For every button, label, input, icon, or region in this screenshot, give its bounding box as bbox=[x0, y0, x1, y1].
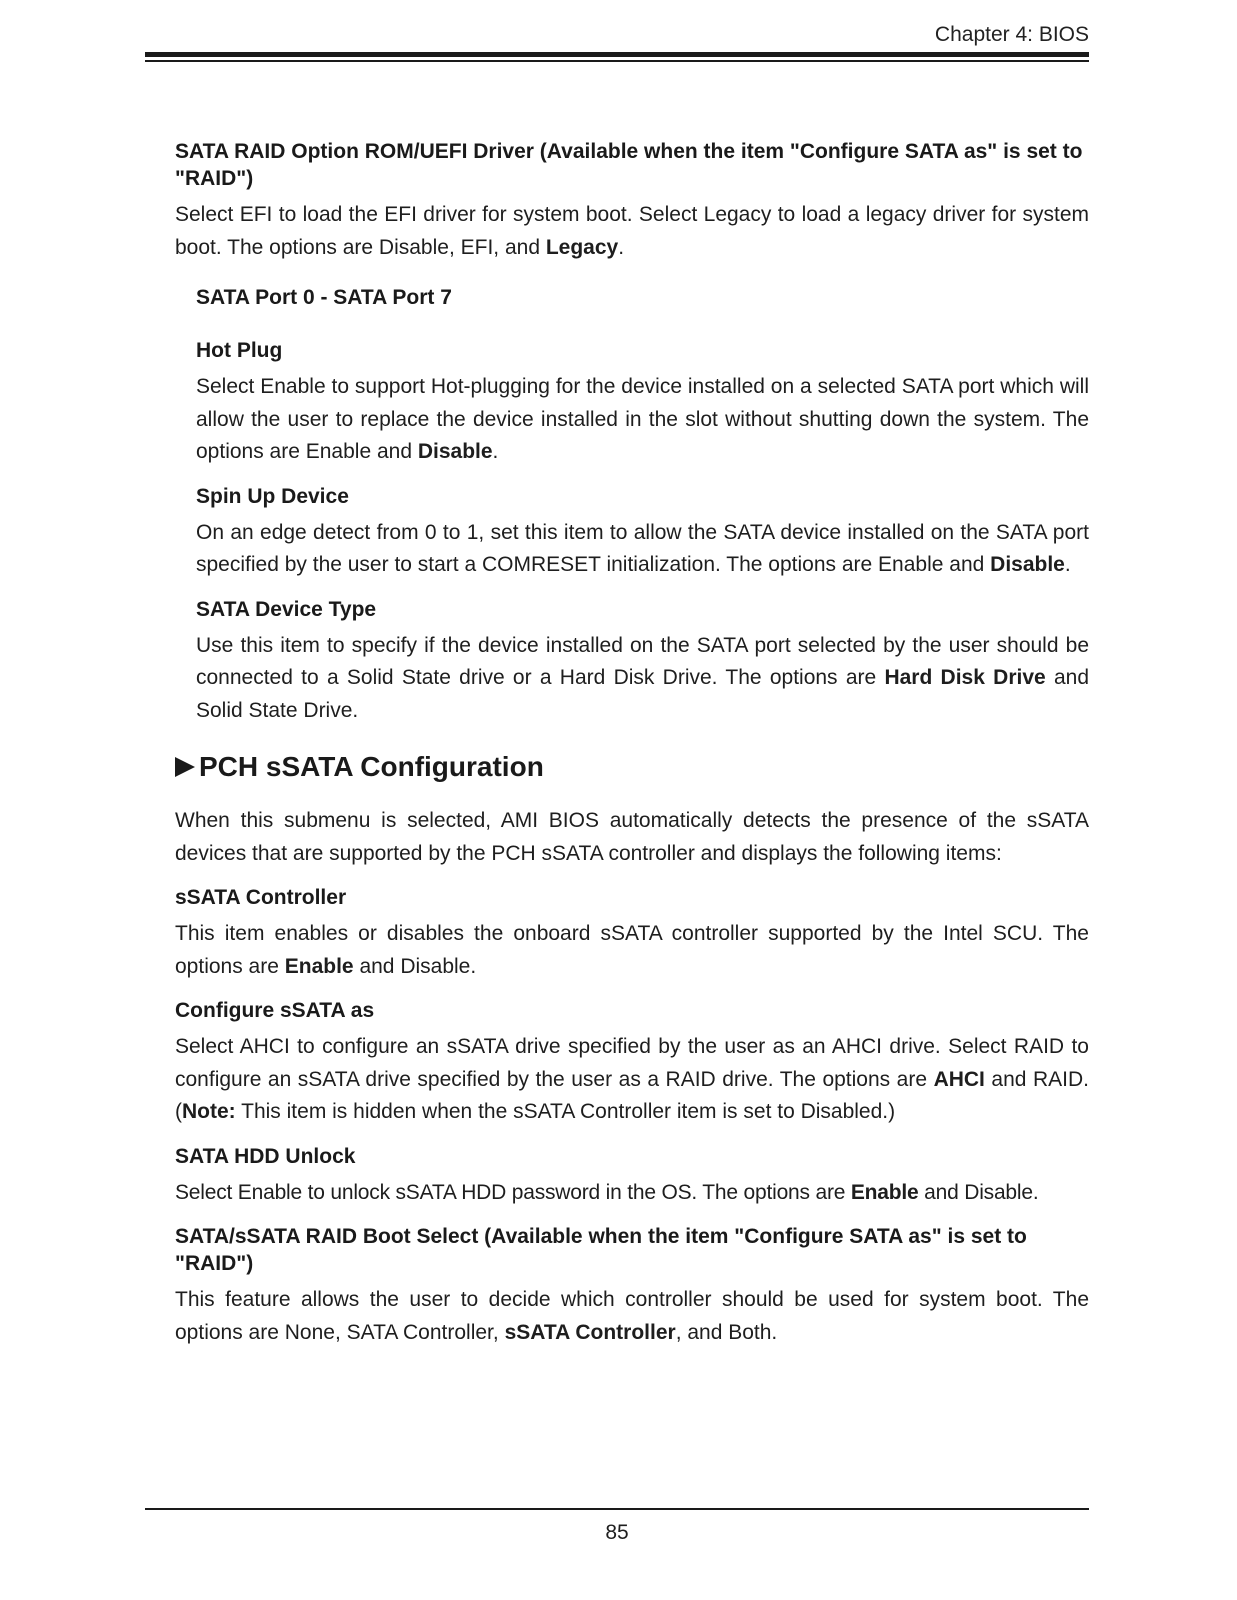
page-footer bbox=[145, 1508, 1089, 1548]
chapter-title: Chapter 4: BIOS bbox=[934, 23, 1089, 46]
raid-rom-description: Select EFI to load the EFI driver for system boot. Select Legacy to load a legacy driver for system boot. The options are Disable, EFI, and Legacy. bbox=[175, 203, 1089, 259]
spin-up-heading: Spin Up Device bbox=[196, 484, 349, 508]
pch-description: When this submenu is selected, AMI BIOS automatically detects the presence of the sSATA devices that are supported by the PCH sSATA controller and displays the following items: bbox=[175, 809, 1089, 865]
spin-up-description: On an edge detect from 0 to 1, set this item to allow the SATA device installed on the SATA port specified by the user to start a COMRESET initialization. The options are Enable and Disable. bbox=[196, 520, 1089, 576]
raid-boot-heading: SATA/sSATA RAID Boot Select (Available when the item "Configure SATA as" is set to "RAID") bbox=[175, 1225, 1027, 1275]
footer-rule bbox=[145, 1508, 1089, 1510]
header-rule-thin bbox=[145, 60, 1089, 62]
configure-ssata-description: Select AHCI to configure an sSATA drive specified by the user as an AHCI drive. Select RAID to configure an sSATA drive specified by the user as a RAID drive. The options are AHCI and RAID. (Note: This item is hidden when the sSATA Controller item is set to Disabled.) bbox=[175, 1035, 1089, 1123]
ssata-controller-heading: sSATA Controller bbox=[175, 886, 347, 909]
pch-section-title: PCH sSATA Configuration bbox=[175, 749, 1089, 785]
hot-plug-description: Select Enable to support Hot-plugging for the device installed on a selected SATA port which will allow the user to replace the device installed in the slot without shutting down the system. The options are Enable and Disable. bbox=[196, 375, 1089, 463]
configure-ssata-heading: Configure sSATA as bbox=[175, 999, 375, 1022]
hdd-unlock-description: Select Enable to unlock sSATA HDD password in the OS. The options are Enable and Disable. bbox=[175, 1180, 1039, 1204]
header-rule-thick bbox=[145, 52, 1089, 57]
ssata-controller-description: This item enables or disables the onboard sSATA controller supported by the Intel SCU. The options are Enable and Disable. bbox=[175, 922, 1089, 978]
hdd-unlock-heading: SATA HDD Unlock bbox=[175, 1144, 356, 1168]
page-content bbox=[175, 138, 1089, 1363]
page-number: 85 bbox=[605, 1521, 629, 1544]
triangle-right-icon bbox=[175, 757, 195, 777]
hot-plug-heading: Hot Plug bbox=[196, 339, 283, 362]
device-type-description: Use this item to specify if the device installed on the SATA port selected by the user should be connected to a Solid State drive or a Hard Disk Drive. The options are Hard Disk Drive and Solid State Drive. bbox=[196, 633, 1090, 722]
device-type-heading: SATA Device Type bbox=[196, 597, 377, 621]
raid-rom-heading: SATA RAID Option ROM/UEFI Driver (Available when the item "Configure SATA as" is set to "RAID") bbox=[175, 140, 1083, 190]
sata-ports-heading: SATA Port 0 - SATA Port 7 bbox=[196, 286, 452, 309]
page-header bbox=[145, 20, 1089, 62]
raid-boot-description: This feature allows the user to decide which controller should be used for system boot. The options are None, SATA Controller, sSATA Controller, and Both. bbox=[175, 1288, 1089, 1344]
